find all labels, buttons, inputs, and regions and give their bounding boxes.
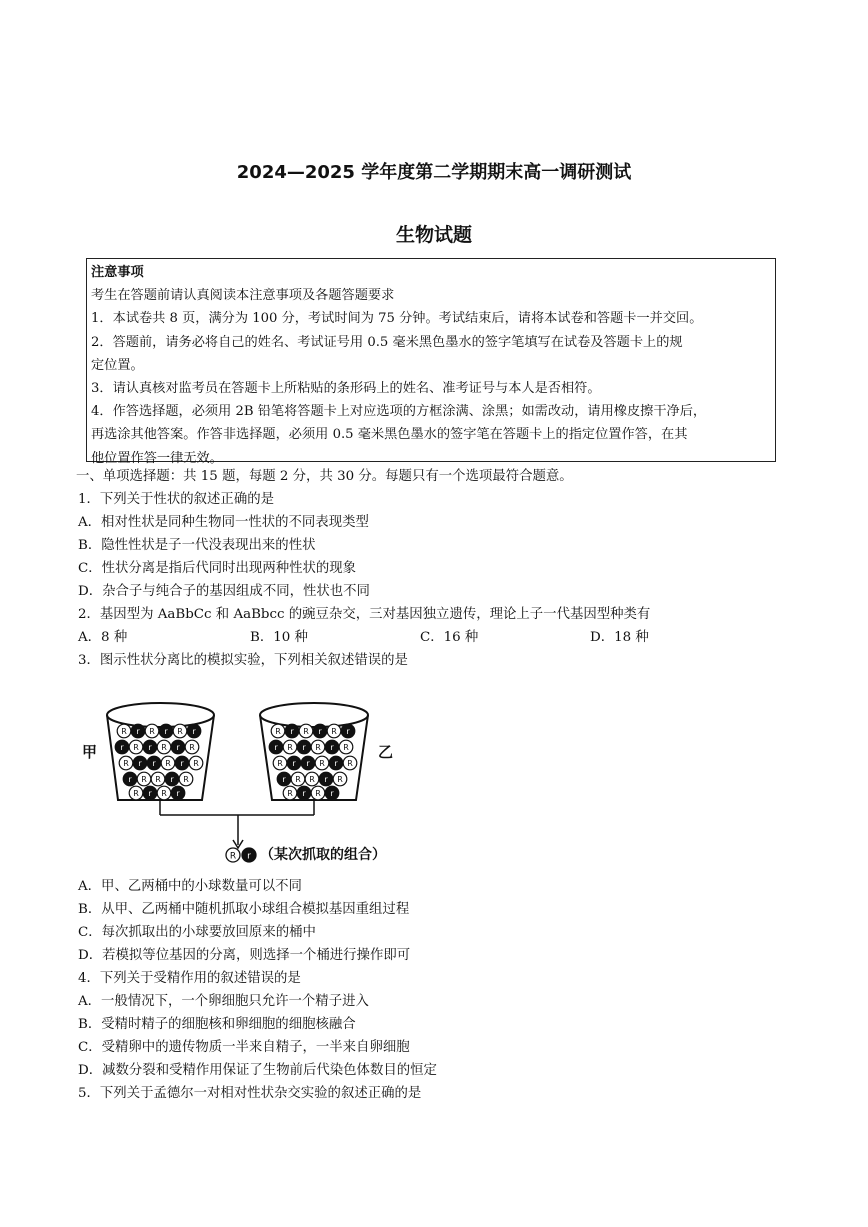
ball-letter: r <box>164 727 168 737</box>
ball-letter: R <box>193 759 199 769</box>
notice-line: 定位置。 <box>91 357 144 373</box>
ball-letter: R <box>121 727 127 737</box>
ball-letter: r <box>170 775 174 785</box>
question-5-stem: 5．下列关于孟德尔一对相对性状杂交实验的叙述正确的是 <box>78 1086 422 1101</box>
ball-letter: r <box>148 743 152 753</box>
connector-lines <box>160 800 314 848</box>
bucket-experiment-figure <box>70 695 490 870</box>
question-3-option-b: B．从甲、乙两桶中随机抓取小球组合模拟基因重组过程 <box>78 902 410 917</box>
ball-letter: R <box>155 775 161 785</box>
ball-letter: R <box>133 789 139 799</box>
subject-title: 生物试题 <box>395 224 472 246</box>
ball-letter: r <box>128 775 132 785</box>
question-1-option-d: D．杂合子与纯合子的基因组成不同，性状也不同 <box>78 584 370 599</box>
question-3-option-d: D．若模拟等位基因的分离，则选择一个桶进行操作即可 <box>78 948 411 963</box>
question-2-option-b: B．10 种 <box>250 630 308 645</box>
ball-letter: r <box>306 759 310 769</box>
bucket-yi <box>260 703 368 800</box>
ball-letter: r <box>120 743 124 753</box>
ball-letter: r <box>282 775 286 785</box>
grabbed-balls-icon <box>224 845 264 865</box>
question-2-stem: 2．基因型为 AaBbCc 和 AaBbcc 的豌豆杂交，三对基因独立遗传，理论上子一代基因型种类有 <box>78 607 651 622</box>
ball-letter: R <box>149 727 155 737</box>
notice-heading: 注意事项 <box>91 265 144 280</box>
ball-letter: R <box>303 727 309 737</box>
notice-line: 2．答题前，请务必将自己的姓名、考试证号用 0.5 毫米黑色墨水的签字笔填写在试卷及答题卡上的规 <box>91 334 683 350</box>
question-4-option-d: D．减数分裂和受精作用保证了生物前后代染色体数目的恒定 <box>78 1063 437 1078</box>
label-yi: 乙 <box>378 743 394 761</box>
ball-letter: R <box>295 775 301 785</box>
ball-letter: R <box>315 743 321 753</box>
ball-letter: R <box>319 759 325 769</box>
question-4-stem: 4．下列关于受精作用的叙述错误的是 <box>78 971 301 986</box>
ball-letter: r <box>346 727 350 737</box>
grabbed-ball-r-lower: r <box>247 851 251 862</box>
ball-letter: R <box>177 727 183 737</box>
question-3-option-c: C．每次抓取出的小球要放回原来的桶中 <box>78 925 316 940</box>
ball-letter: R <box>165 759 171 769</box>
question-2-option-d: D．18 种 <box>590 630 649 645</box>
bucket-jia <box>107 703 214 800</box>
ball-letter: R <box>123 759 129 769</box>
ball-letter: r <box>138 759 142 769</box>
ball-letter: r <box>324 775 328 785</box>
ball-letter: R <box>133 743 139 753</box>
ball-letter: R <box>161 743 167 753</box>
question-2-option-c: C．16 种 <box>420 630 479 645</box>
ball-letter: R <box>277 759 283 769</box>
question-2-option-a: A．8 种 <box>78 630 128 645</box>
ball-letter: R <box>161 789 167 799</box>
ball-letter: r <box>192 727 196 737</box>
ball-letter: R <box>287 743 293 753</box>
grabbed-ball-r-upper: R <box>229 851 237 862</box>
label-jia: 甲 <box>82 743 98 761</box>
ball-letter: r <box>180 759 184 769</box>
ball-letter: R <box>315 789 321 799</box>
ball-letter: R <box>189 743 195 753</box>
ball-letter: r <box>330 743 334 753</box>
notice-line: 再选涂其他答案。作答非选择题，必须用 0.5 毫米黑色墨水的签字笔在答题卡上的指定位置作答，在其 <box>91 427 688 443</box>
ball-letter: r <box>292 759 296 769</box>
question-1-stem: 1．下列关于性状的叙述正确的是 <box>78 492 274 507</box>
section-heading: 一、单项选择题：共 15 题，每题 2 分，共 30 分。每题只有一个选项最符合题意。 <box>76 469 573 484</box>
figure-caption: （某次抓取的组合） <box>260 847 386 863</box>
ball-letter: r <box>152 759 156 769</box>
exam-title: 2024—2025 学年度第二学期期末高一调研测试 <box>236 162 632 183</box>
question-4-option-c: C．受精卵中的遗传物质一半来自精子，一半来自卵细胞 <box>78 1040 410 1055</box>
ball-letter: r <box>274 743 278 753</box>
ball-letter: R <box>275 727 281 737</box>
question-3-option-a: A．甲、乙两桶中的小球数量可以不同 <box>78 879 302 894</box>
ball-letter: r <box>148 789 152 799</box>
notice-line: 3．请认真核对监考员在答题卡上所粘贴的条形码上的姓名、准考证号与本人是否相符。 <box>91 381 601 397</box>
notice-line: 4．作答选择题，必须用 2B 铅笔将答题卡上对应选项的方框涂满、涂黑；如需改动，请用橡皮擦干净后， <box>91 404 707 420</box>
ball-letter: r <box>318 727 322 737</box>
ball-letter: r <box>176 743 180 753</box>
ball-letter: r <box>330 789 334 799</box>
ball-letter: r <box>176 789 180 799</box>
notice-line: 考生在答题前请认真阅读本注意事项及各题答题要求 <box>91 288 395 304</box>
question-4-option-b: B．受精时精子的细胞核和卵细胞的细胞核融合 <box>78 1017 356 1032</box>
ball-letter: R <box>183 775 189 785</box>
ball-letter: r <box>290 727 294 737</box>
ball-letter: r <box>302 789 306 799</box>
ball-letter: R <box>337 775 343 785</box>
notice-box <box>86 258 776 466</box>
ball-letter: R <box>331 727 337 737</box>
question-1-option-b: B．隐性性状是子一代没表现出来的性状 <box>78 538 316 553</box>
ball-letter: R <box>287 789 293 799</box>
ball-letter: R <box>343 743 349 753</box>
question-3-stem: 3．图示性状分离比的模拟实验，下列相关叙述错误的是 <box>78 653 408 668</box>
ball-letter: R <box>309 775 315 785</box>
notice-line: 他位置作答一律无效。 <box>91 450 223 466</box>
ball-letter: R <box>141 775 147 785</box>
ball-letter: r <box>302 743 306 753</box>
question-1-option-a: A．相对性状是同种生物同一性状的不同表现类型 <box>78 515 369 530</box>
ball-letter: r <box>136 727 140 737</box>
ball-letter: r <box>334 759 338 769</box>
question-4-option-a: A．一般情况下，一个卵细胞只允许一个精子进入 <box>78 994 369 1009</box>
ball-letter: R <box>347 759 353 769</box>
notice-line: 1．本试卷共 8 页，满分为 100 分，考试时间为 75 分钟。考试结束后，请将本试卷和答题卡一并交回。 <box>91 311 703 327</box>
question-1-option-c: C．性状分离是指后代同时出现两种性状的现象 <box>78 561 357 576</box>
